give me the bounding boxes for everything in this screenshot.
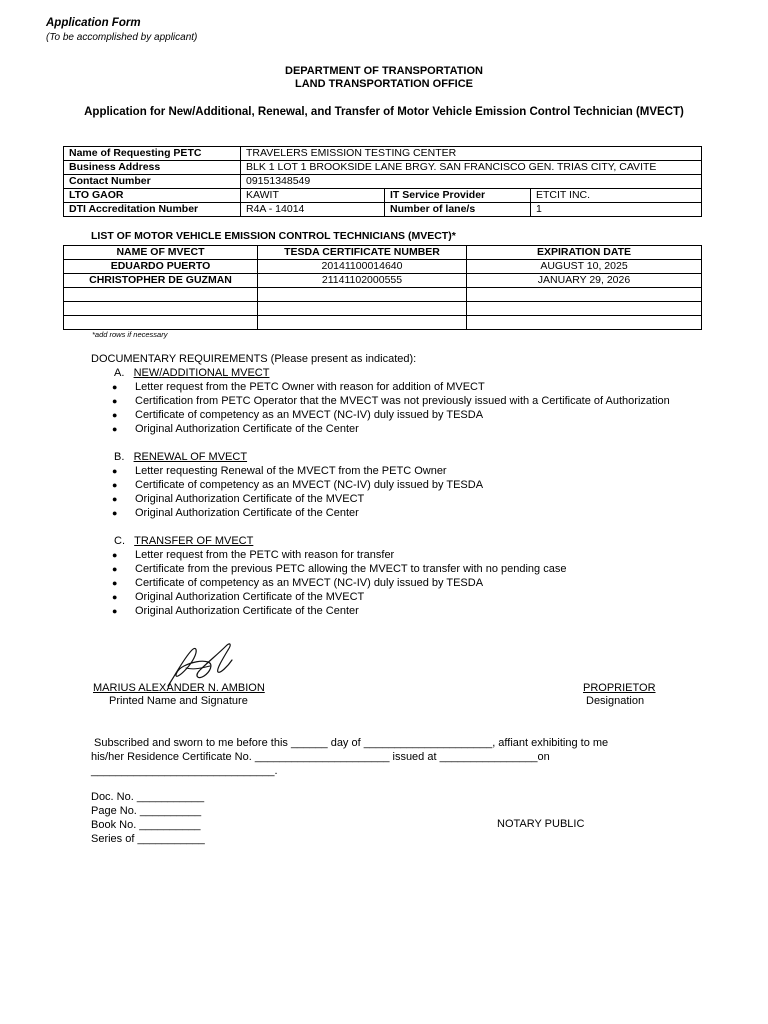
sworn-line: his/her Residence Certificate No. ______________________ issued at ________________on (91, 751, 550, 763)
list-item (91, 548, 691, 562)
table-row (64, 302, 702, 316)
it-provider-label: IT Service Provider (385, 189, 531, 203)
requirement-text: Original Authorization Certificate of the Center (135, 507, 359, 519)
col-header-expiration: EXPIRATION DATE (467, 246, 702, 260)
department-heading: DEPARTMENT OF TRANSPORTATION (285, 65, 483, 77)
lanes-label: Number of lane/s (385, 203, 531, 217)
mvect-expiration (467, 302, 702, 316)
requirement-text: Original Authorization Certificate of the MVECT (135, 493, 365, 505)
bullet-icon: ● (112, 578, 118, 588)
requirements-intro: DOCUMENTARY REQUIREMENTS (Please present as indicated): (91, 353, 417, 365)
contact-number-value: 09151348549 (241, 175, 702, 189)
table-row (64, 288, 702, 302)
sworn-line: Subscribed and sworn to me before this ______ day of _____________________, affiant exhibiting to me (91, 737, 609, 749)
mvect-table (63, 245, 702, 330)
mvect-name (64, 316, 258, 330)
add-rows-note: *add rows if necessary (92, 330, 168, 339)
col-header-certificate: TESDA CERTIFICATE NUMBER (258, 246, 467, 260)
list-item (91, 394, 691, 408)
requirement-text: Certificate from the previous PETC allowing the MVECT to transfer with no pending case (135, 563, 567, 575)
mvect-certificate: 20141100014640 (258, 260, 467, 274)
lanes-value: 1 (531, 203, 702, 217)
section-letter: A. (114, 367, 125, 379)
list-item (91, 380, 691, 394)
petc-name-label: Name of Requesting PETC (64, 147, 241, 161)
list-item (91, 604, 691, 618)
list-item (91, 590, 691, 604)
section-title: NEW/ADDITIONAL MVECT (133, 367, 270, 379)
notary-public: NOTARY PUBLIC (497, 818, 585, 830)
requirement-text: Letter request from the PETC with reason for transfer (135, 549, 395, 561)
sworn-line: ______________________________. (91, 765, 278, 777)
requirement-text: Original Authorization Certificate of the Center (135, 423, 359, 435)
list-item (91, 408, 691, 422)
table-header-row (64, 246, 702, 260)
table-row (64, 203, 702, 217)
list-item (91, 478, 691, 492)
mvect-expiration: JANUARY 29, 2026 (467, 274, 702, 288)
mvect-expiration (467, 288, 702, 302)
requirement-text: Certificate of competency as an MVECT (NC-IV) duly issued by TESDA (135, 577, 484, 589)
requirements-list-transfer (91, 548, 691, 618)
petc-name-value: TRAVELERS EMISSION TESTING CENTER (241, 147, 702, 161)
sworn-statement (91, 736, 691, 778)
mvect-name: EDUARDO PUERTO (64, 260, 258, 274)
series-of: Series of ___________ (91, 833, 205, 845)
book-no: Book No. __________ (91, 819, 201, 831)
contact-number-label: Contact Number (64, 175, 241, 189)
table-row (64, 175, 702, 189)
designation-value: PROPRIETOR (583, 682, 656, 694)
bullet-icon: ● (112, 564, 118, 574)
signature-caption: Printed Name and Signature (109, 695, 248, 707)
mvect-name (64, 302, 258, 316)
bullet-icon: ● (112, 508, 118, 518)
business-address-label: Business Address (64, 161, 241, 175)
office-heading: LAND TRANSPORTATION OFFICE (294, 78, 474, 90)
table-row (64, 189, 702, 203)
bullet-icon: ● (112, 382, 118, 392)
requirements-list-renewal (91, 464, 691, 520)
table-row (64, 316, 702, 330)
it-provider-value: ETCIT INC. (531, 189, 702, 203)
list-item (91, 506, 691, 520)
bullet-icon: ● (112, 424, 118, 434)
lto-gaor-label: LTO GAOR (64, 189, 241, 203)
table-row (64, 274, 702, 288)
bullet-icon: ● (112, 606, 118, 616)
requirement-text: Letter request from the PETC Owner with reason for addition of MVECT (135, 381, 485, 393)
col-header-name: NAME OF MVECT (64, 246, 258, 260)
mvect-certificate (258, 288, 467, 302)
requirement-text: Letter requesting Renewal of the MVECT from the PETC Owner (135, 465, 447, 477)
business-address-value: BLK 1 LOT 1 BROOKSIDE LANE BRGY. SAN FRANCISCO GEN. TRIAS CITY, CAVITE (241, 161, 702, 175)
requirements-list-new (91, 380, 691, 436)
section-heading-new (114, 366, 691, 380)
requirement-text: Certificate of competency as an MVECT (NC-IV) duly issued by TESDA (135, 479, 484, 491)
doc-no: Doc. No. ___________ (91, 791, 205, 803)
bullet-icon: ● (112, 410, 118, 420)
printed-name: MARIUS ALEXANDER N. AMBION (93, 682, 265, 694)
section-title: TRANSFER OF MVECT (134, 535, 254, 547)
section-letter: C. (114, 535, 125, 547)
list-item (91, 422, 691, 436)
list-item (91, 464, 691, 478)
list-item (91, 576, 691, 590)
dti-accreditation-value: R4A - 14014 (241, 203, 385, 217)
page-no: Page No. __________ (91, 805, 202, 817)
bullet-icon: ● (112, 396, 118, 406)
requirement-text: Certificate of competency as an MVECT (NC-IV) duly issued by TESDA (135, 409, 484, 421)
form-subtitle: (To be accomplished by applicant) (46, 32, 198, 43)
section-heading-renewal (114, 450, 691, 464)
form-title: Application Form (46, 17, 141, 29)
mvect-certificate: 21141102000555 (258, 274, 467, 288)
notary-fields (91, 790, 205, 846)
mvect-certificate (258, 316, 467, 330)
designation-label: Designation (586, 695, 645, 707)
mvect-expiration: AUGUST 10, 2025 (467, 260, 702, 274)
bullet-icon: ● (112, 550, 118, 560)
petc-info-table (63, 146, 702, 217)
section-letter: B. (114, 451, 125, 463)
table-row (64, 260, 702, 274)
list-item (91, 492, 691, 506)
mvect-expiration (467, 316, 702, 330)
mvect-name: CHRISTOPHER DE GUZMAN (64, 274, 258, 288)
section-title: RENEWAL OF MVECT (133, 451, 248, 463)
list-item (91, 562, 691, 576)
table-row (64, 161, 702, 175)
application-title: Application for New/Additional, Renewal, and Transfer of Motor Vehicle Emission Control Technician (MVECT) (84, 106, 684, 118)
documentary-requirements (91, 352, 691, 618)
requirement-text: Original Authorization Certificate of the MVECT (135, 591, 365, 603)
bullet-icon: ● (112, 466, 118, 476)
bullet-icon: ● (112, 494, 118, 504)
bullet-icon: ● (112, 592, 118, 602)
dti-accreditation-label: DTI Accreditation Number (64, 203, 241, 217)
mvect-name (64, 288, 258, 302)
table-row (64, 147, 702, 161)
lto-gaor-value: KAWIT (241, 189, 385, 203)
bullet-icon: ● (112, 480, 118, 490)
requirement-text: Original Authorization Certificate of the Center (135, 605, 359, 617)
mvect-certificate (258, 302, 467, 316)
section-heading-transfer (114, 534, 691, 548)
mvect-list-title: LIST OF MOTOR VEHICLE EMISSION CONTROL TECHNICIANS (MVECT)* (91, 230, 456, 242)
requirement-text: Certification from PETC Operator that the MVECT was not previously issued with a Certificate of Authorization (135, 395, 670, 407)
